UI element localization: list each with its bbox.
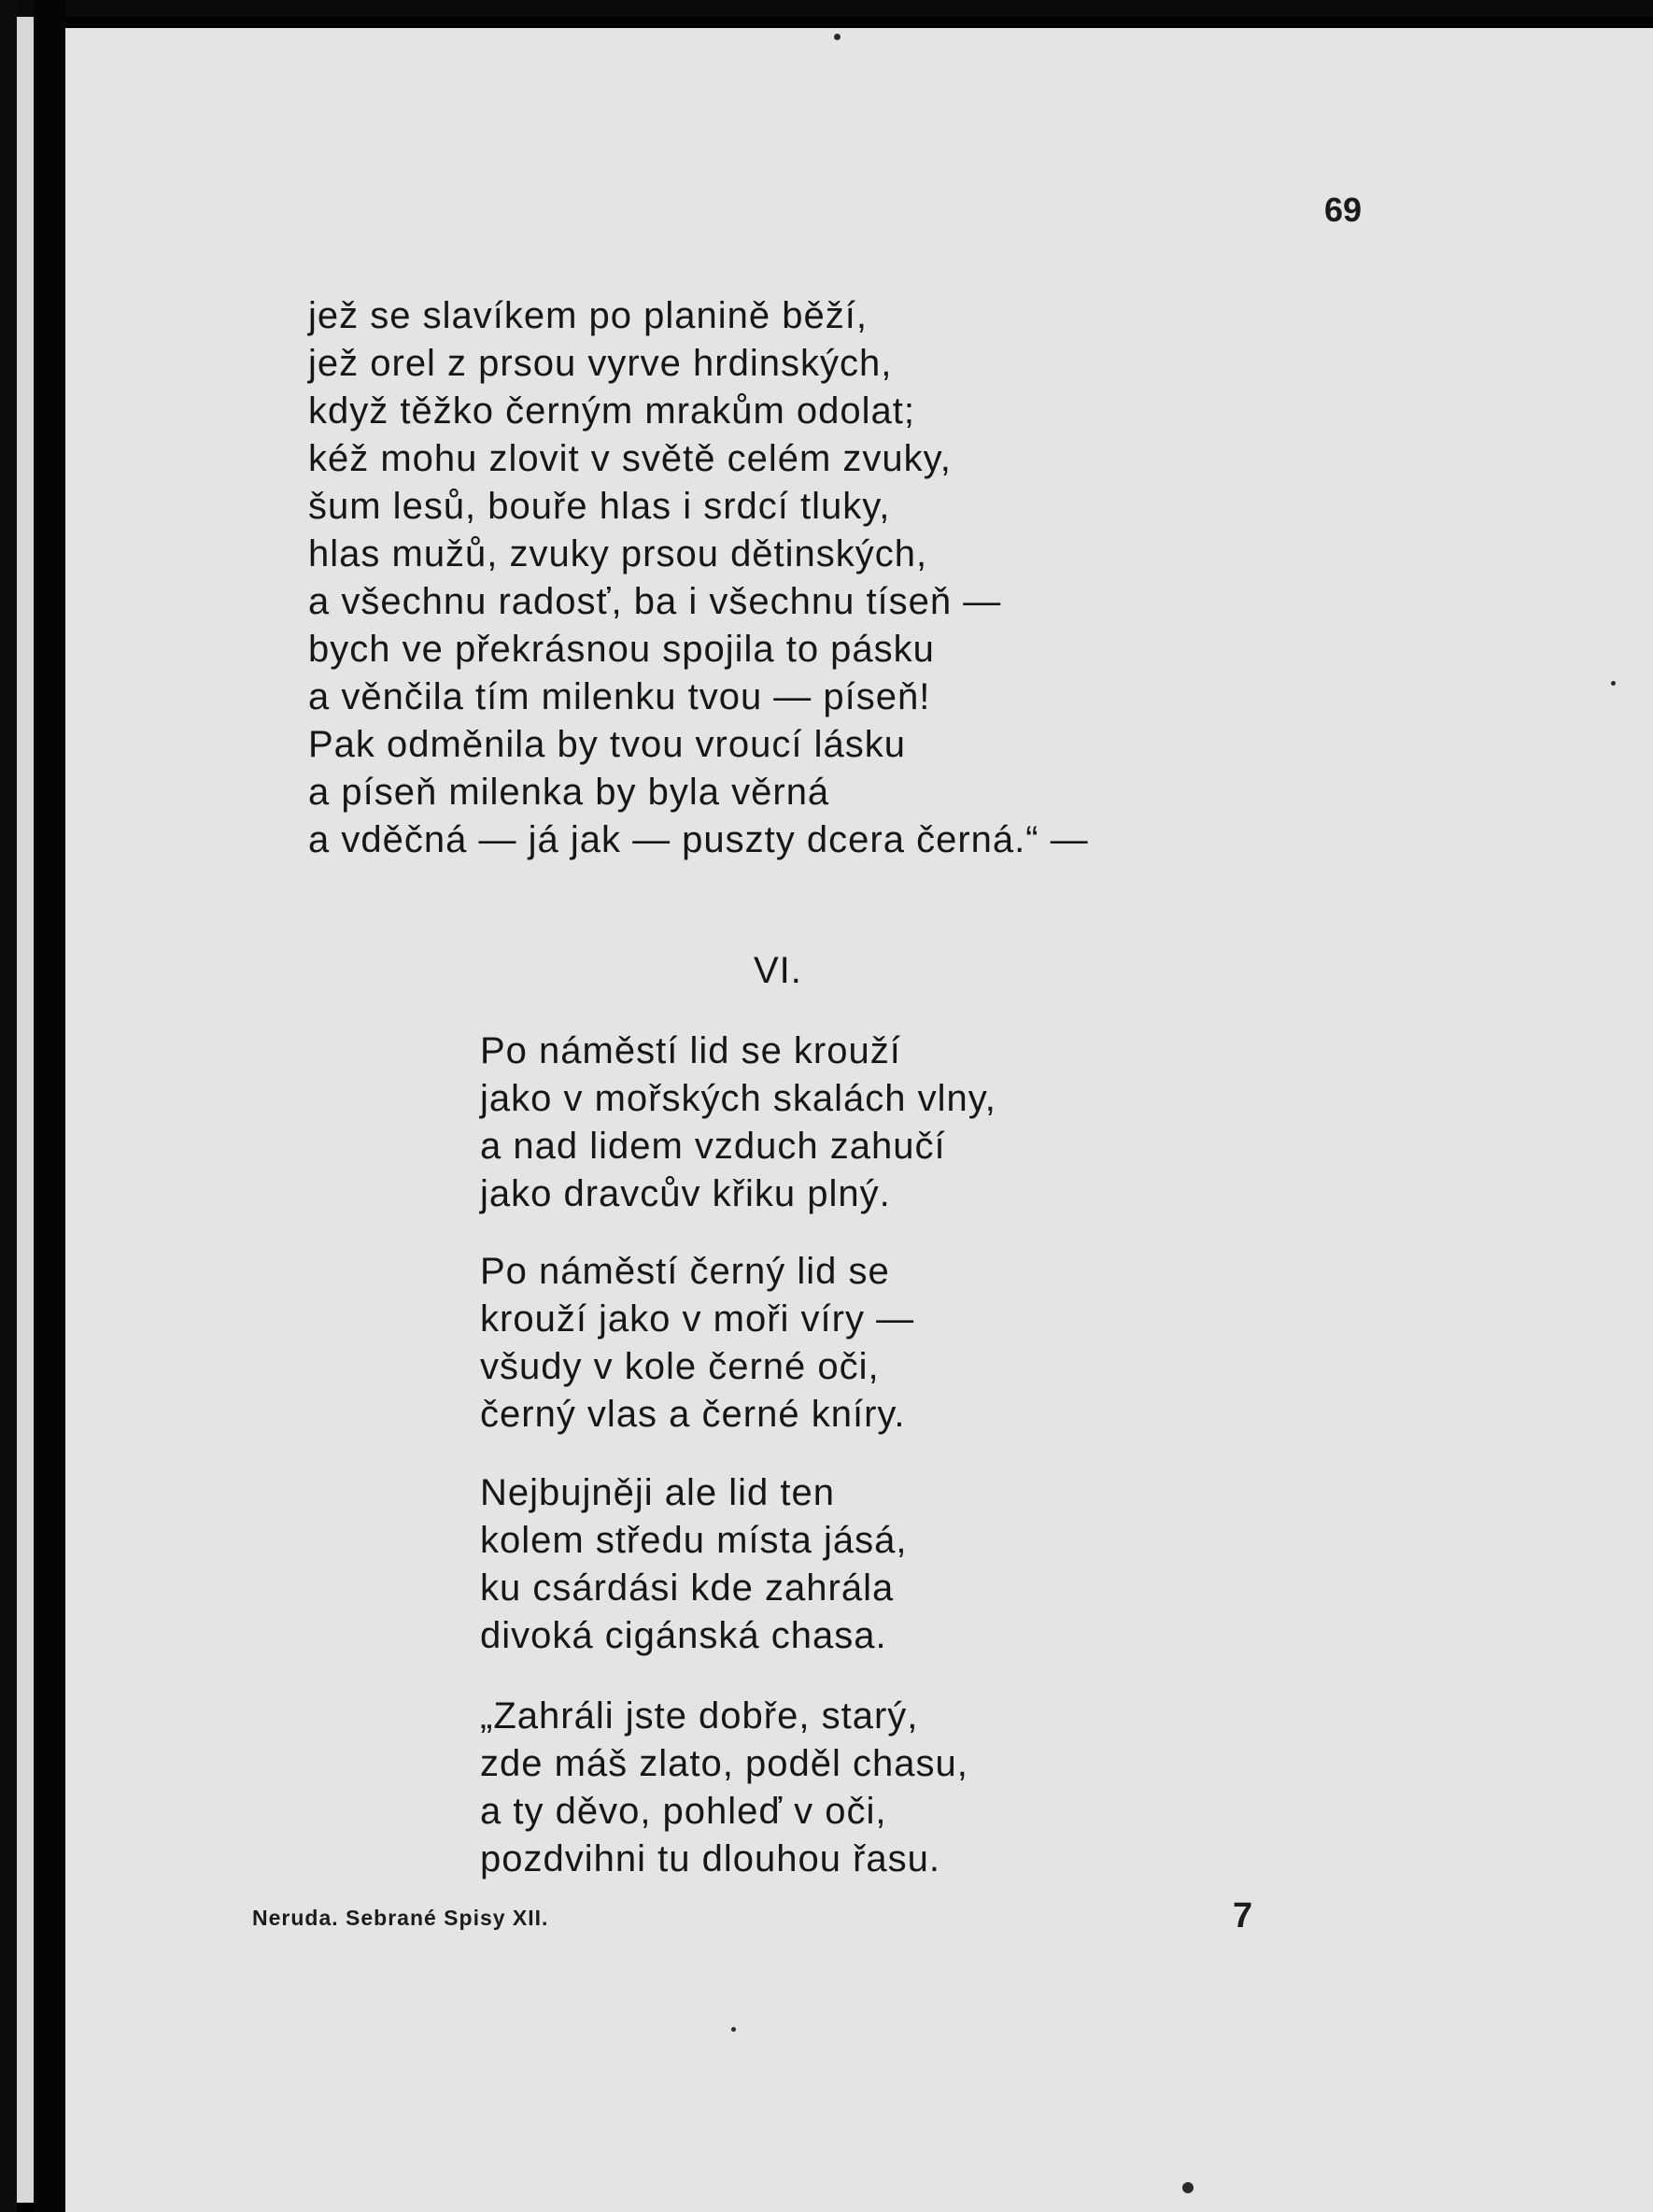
- poem-line: ku csárdási kde zahrála: [480, 1567, 895, 1609]
- poem-line: a všechnu radosť, ba i všechnu tíseň —: [308, 581, 1002, 622]
- page-number: 69: [1324, 191, 1363, 229]
- scan-left-border: [0, 0, 17, 2212]
- poem-line: „Zahráli jste dobře, starý,: [480, 1695, 919, 1737]
- poem-line: jako dravcův křiku plný.: [480, 1173, 891, 1214]
- poem-stanza: [480, 1028, 996, 1218]
- scan-top-border: [0, 0, 1653, 17]
- book-gutter: [34, 0, 65, 2212]
- poem-line: bych ve překrásnou spojila to pásku: [308, 629, 935, 670]
- scan-speck: [731, 2027, 736, 2032]
- poem-line: když těžko černým mrakům odolat;: [308, 390, 915, 432]
- poem-line: jako v mořských skalách vlny,: [480, 1078, 996, 1119]
- signature-mark: 7: [1233, 1896, 1253, 1936]
- poem-line: všudy v kole černé oči,: [480, 1346, 880, 1387]
- scan-speck: [1182, 2182, 1194, 2193]
- poem-stanza: [480, 1693, 968, 1883]
- poem-line: hlas mužů, zvuky prsou dětinských,: [308, 533, 928, 574]
- poem-line: a píseň milenka by byla věrná: [308, 772, 830, 813]
- facing-page-edge: [17, 17, 34, 2203]
- section-heading: VI.: [754, 950, 802, 991]
- poem-stanza: [480, 1469, 908, 1660]
- poem-line: jež se slavíkem po planině běží,: [308, 295, 868, 336]
- poem-line: a vděčná — já jak — puszty dcera černá.“ —: [308, 819, 1089, 860]
- scan-speck: [834, 34, 841, 40]
- poem-line: kolem středu místa jásá,: [480, 1520, 908, 1561]
- poem-line: divoká cigánská chasa.: [480, 1615, 887, 1656]
- poem-line: a nad lidem vzduch zahučí: [480, 1126, 946, 1167]
- poem-line: Nejbujněji ale lid ten: [480, 1472, 836, 1513]
- poem-line: Po náměstí lid se krouží: [480, 1030, 901, 1071]
- poem-line: jež orel z prsou vyrve hrdinských,: [308, 343, 893, 384]
- poem-line: šum lesů, bouře hlas i srdcí tluky,: [308, 486, 891, 527]
- poem-line: a ty děvo, pohleď v oči,: [480, 1791, 887, 1832]
- poem-line: černý vlas a černé kníry.: [480, 1394, 906, 1435]
- poem-stanza: [480, 1248, 914, 1439]
- poem-line: a věnčila tím milenku tvou — píseň!: [308, 676, 931, 717]
- poem-line: pozdvihni tu dlouhou řasu.: [480, 1838, 940, 1879]
- footer-imprint: Nerudа. Sebrané Spisy XII.: [252, 1906, 549, 1930]
- poem-line: krouží jako v moři víry —: [480, 1298, 915, 1340]
- scan-speck: [1611, 681, 1616, 686]
- poem-stanza-continued: [308, 292, 1089, 864]
- poem-line: Pak odměnila by tvou vroucí lásku: [308, 724, 906, 765]
- poem-line: zde máš zlato, poděl chasu,: [480, 1743, 968, 1784]
- poem-line: Po náměstí černý lid se: [480, 1251, 890, 1292]
- poem-line: kéž mohu zlovit v světě celém zvuky,: [308, 438, 952, 479]
